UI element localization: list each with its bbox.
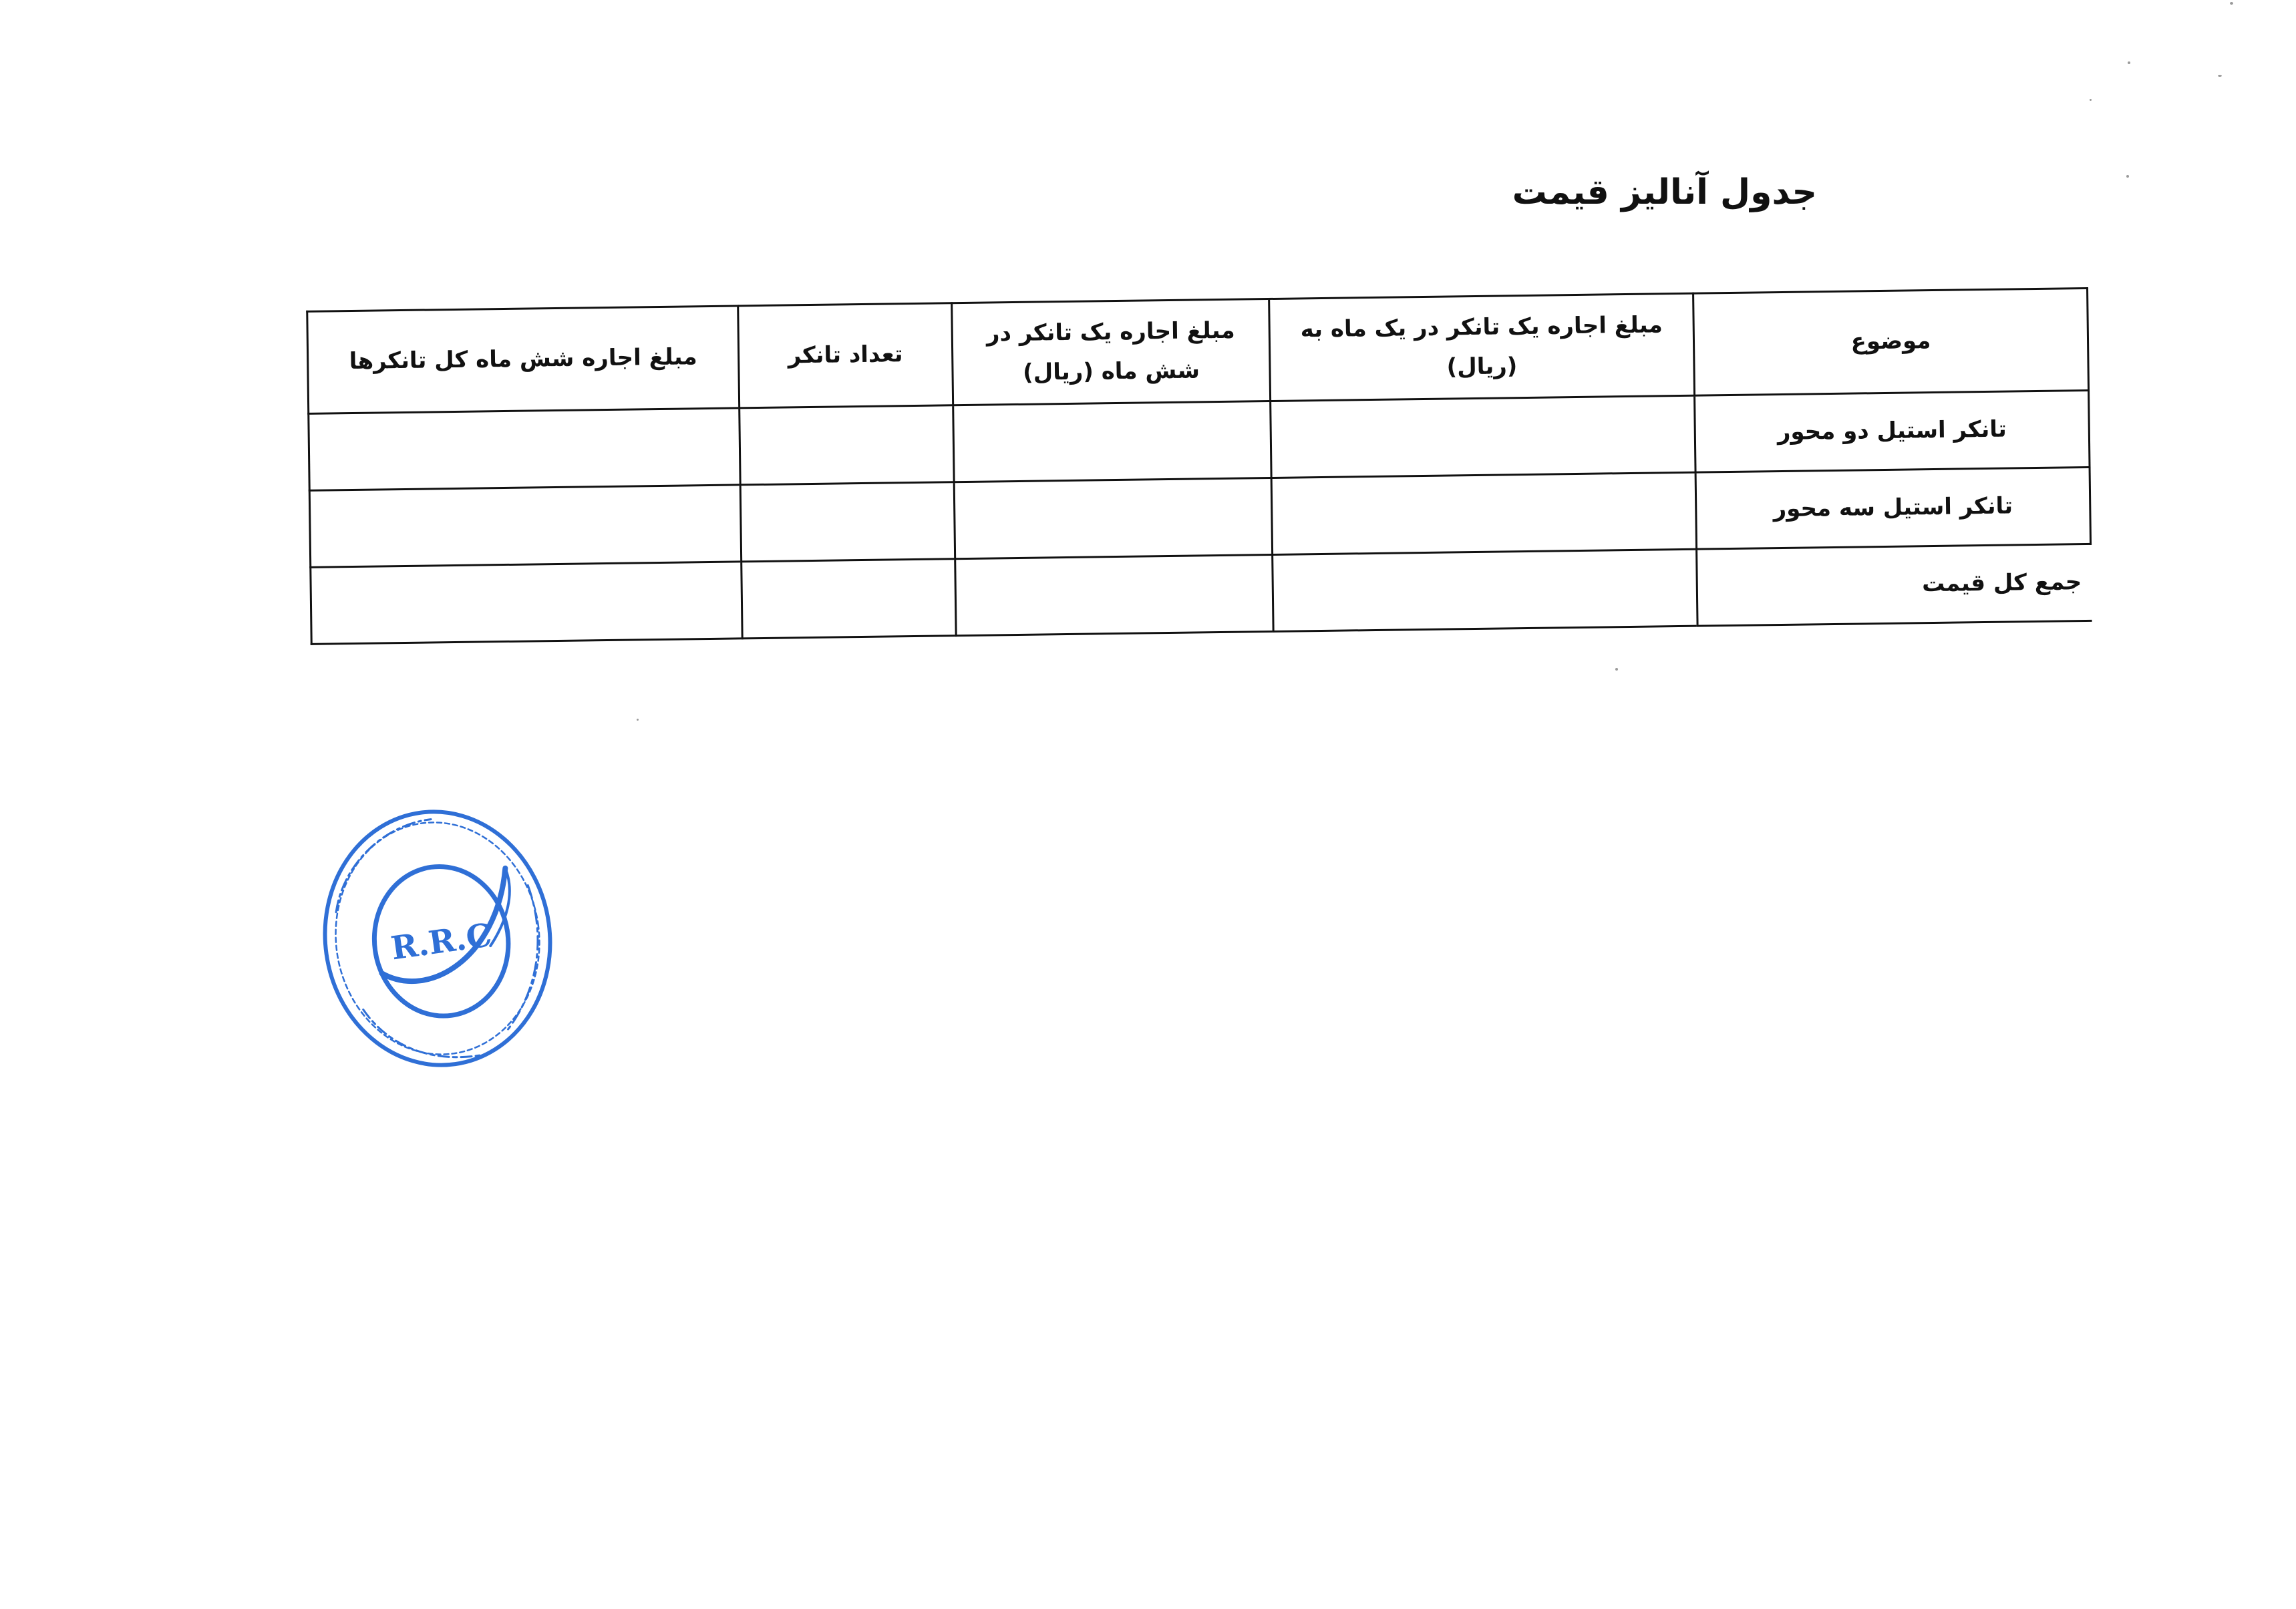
cell-tanker-count — [740, 482, 955, 562]
seal-monogram: R.R.C — [388, 916, 494, 968]
total-six-month-rent — [955, 554, 1273, 635]
document-title: جدول آنالیز قیمت — [1512, 172, 1817, 212]
price-analysis-table-wrapper — [306, 287, 2091, 665]
cell-tanker-count — [740, 405, 954, 485]
cell-total-six-month — [309, 485, 741, 567]
cell-six-month-rent — [953, 401, 1271, 482]
company-seal-stamp — [296, 782, 580, 1094]
header-six-month-rent: مبلغ اجاره یک تانکر در شش ماه (ریال) — [952, 299, 1271, 405]
header-total-six-month: مبلغ اجاره شش ماه کل تانکرها — [307, 306, 740, 413]
header-monthly-rent: مبلغ اجاره یک تانکر در یک ماه به (ریال) — [1269, 293, 1695, 401]
cell-six-month-rent — [954, 478, 1272, 558]
cell-subject: تانکر استیل دو محور — [1695, 390, 2090, 472]
total-label: جمع کل قیمت — [1697, 544, 2092, 626]
total-six-month-all — [311, 562, 742, 644]
cell-subject: تانکر استیل سه محور — [1695, 467, 2090, 549]
header-tanker-count: تعداد تانکر — [738, 303, 953, 408]
total-tanker-count — [742, 559, 956, 639]
header-subject: موضوع — [1693, 288, 2089, 395]
cell-total-six-month — [309, 408, 740, 490]
cell-monthly-rent — [1271, 472, 1696, 554]
total-monthly-rent — [1273, 549, 1697, 631]
seal-icon — [296, 782, 580, 1094]
cell-monthly-rent — [1271, 395, 1695, 478]
price-analysis-table — [306, 287, 2092, 645]
